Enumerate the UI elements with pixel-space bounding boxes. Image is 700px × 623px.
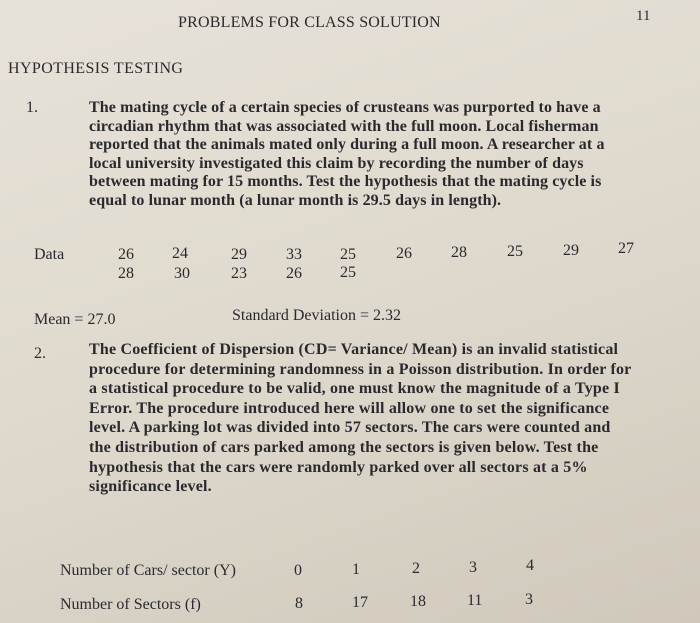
data-value: 29 [231,246,247,263]
data-value: 28 [451,244,467,261]
page-header-title: PROBLEMS FOR CLASS SOLUTION [178,14,441,31]
standard-deviation-statistic: Standard Deviation = 2.32 [232,307,401,324]
problem-2-number: 2. [34,345,46,362]
problem-2-text [89,340,632,497]
data-value: 30 [174,265,190,282]
data-value: 28 [118,265,134,282]
table-cell: 18 [410,593,426,610]
section-title: HYPOTHESIS TESTING [8,60,184,77]
problem-1-line: between mating for 15 months. Test the hypothesis that the mating cycle is [89,173,602,191]
problem-1-line: The mating cycle of a certain species of crusteans was purported to have a [89,99,601,116]
table-cell: 2 [412,560,420,577]
table-cell: 8 [295,595,303,612]
table-row-label-cars: Number of Cars/ sector (Y) [60,562,236,579]
data-value: 27 [618,240,634,257]
problem-2-line: a statistical procedure to be valid, one must know the magnitude of a Type I [89,380,620,398]
data-value: 25 [340,264,356,281]
table-cell: 4 [526,557,534,574]
data-value: 26 [286,265,302,282]
problem-2-line: The Coefficient of Dispersion (CD= Variance/ Mean) is an invalid statistical [89,341,619,358]
table-cell: 17 [352,594,368,611]
table-cell: 1 [352,561,360,578]
data-value: 24 [172,245,188,262]
table-cell: 11 [467,592,483,609]
data-label: Data [34,246,65,263]
table-cell: 3 [469,559,477,576]
problem-2-line: significance level. [89,478,212,496]
problem-1-line: equal to lunar month (a lunar month is 29.5 days in length). [89,191,502,209]
problem-2-line: level. A parking lot was divided into 57 sectors. The cars were counted and [89,419,611,437]
problem-1-line: circadian rhythm that was associated with the full moon. Local fisherman [89,117,599,135]
data-value: 25 [340,246,356,263]
problem-1-line: local university investigated this claim by recording the number of days [89,154,584,172]
problem-2-line: the distribution of cars parked among the sectors is given below. Test the [89,438,599,456]
problem-1-text [89,99,605,211]
table-row-label-sectors: Number of Sectors (f) [60,596,201,613]
data-value: 26 [118,246,134,263]
problem-2-line: Error. The procedure introduced here will allow one to set the significance [89,399,610,417]
data-value: 25 [507,243,523,260]
problem-2-line: procedure for determining randomness in a Poisson distribution. In order for [89,360,632,378]
data-value: 23 [231,265,247,282]
problem-2-line: hypothesis that the cars were randomly parked over all sectors at a 5% [89,458,588,476]
problem-1-line: reported that the animals mated only during a full moon. A researcher at a [89,136,605,154]
problem-1-number: 1. [26,99,38,116]
page-number: 11 [636,8,651,24]
mean-statistic: Mean = 27.0 [34,311,116,328]
data-value: 29 [563,242,579,259]
data-value: 33 [286,246,302,263]
data-value: 26 [396,245,412,262]
table-cell: 3 [525,591,533,608]
table-cell: 0 [294,562,302,579]
